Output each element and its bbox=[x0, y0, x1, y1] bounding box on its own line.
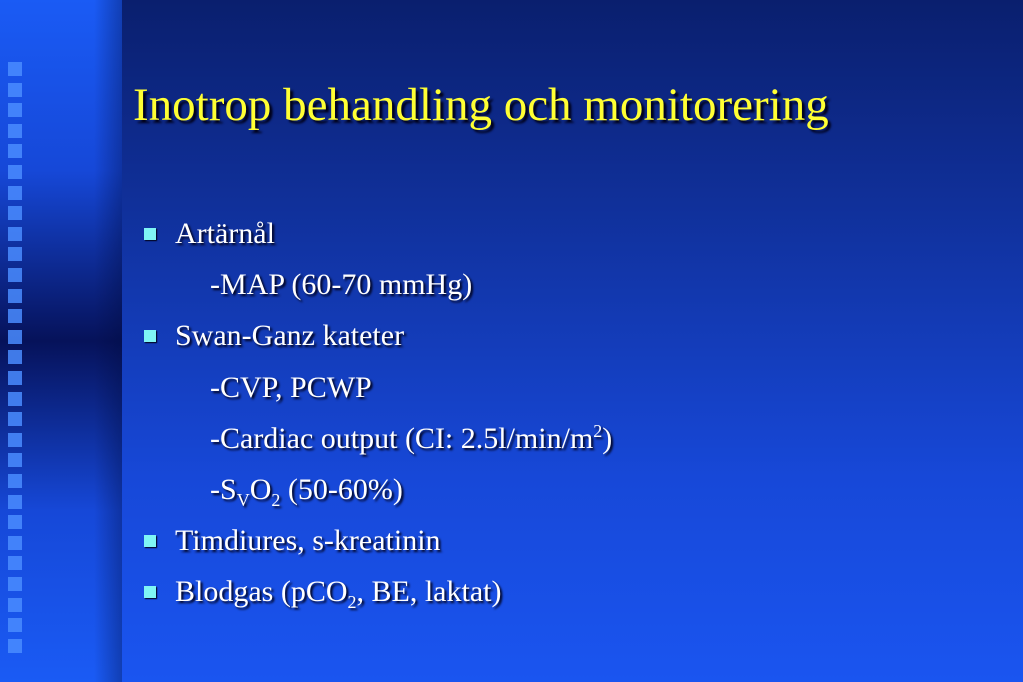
sub-item bbox=[140, 413, 1000, 464]
decor-square bbox=[8, 124, 22, 138]
decor-square bbox=[8, 330, 22, 344]
subscript: V bbox=[236, 489, 250, 510]
left-decor-band bbox=[0, 0, 122, 682]
sub-item bbox=[140, 259, 1000, 310]
subscript: 2 bbox=[347, 592, 357, 613]
sub-item-text: -S bbox=[210, 472, 237, 506]
decor-square bbox=[8, 433, 22, 447]
slide-title: Inotrop behandling och monitorering bbox=[133, 79, 829, 131]
decor-square bbox=[8, 62, 22, 76]
decor-square bbox=[8, 577, 22, 591]
decor-square bbox=[8, 639, 22, 653]
square-bullet-icon bbox=[144, 228, 156, 240]
bullet-text: Artärnål bbox=[175, 217, 275, 250]
decor-square bbox=[8, 392, 22, 406]
decor-square bbox=[8, 309, 22, 323]
decor-square bbox=[8, 144, 22, 158]
decor-square bbox=[8, 247, 22, 261]
decor-square bbox=[8, 474, 22, 488]
decor-square bbox=[8, 103, 22, 117]
bullet-item bbox=[140, 310, 1000, 361]
decor-square bbox=[8, 371, 22, 385]
decor-square bbox=[8, 165, 22, 179]
bullet-list bbox=[140, 208, 1000, 618]
sub-item-text: -Cardiac output (CI: 2.5l/min/m bbox=[210, 421, 594, 455]
sub-item bbox=[140, 464, 1000, 515]
square-bullet-icon bbox=[144, 535, 156, 547]
decor-square bbox=[8, 227, 22, 241]
sub-item-text-end: (50-60%) bbox=[280, 472, 403, 506]
sub-item-text: -MAP (60-70 mmHg) bbox=[210, 268, 473, 302]
decor-square bbox=[8, 206, 22, 220]
decor-square bbox=[8, 618, 22, 632]
sub-item-text-mid: O bbox=[249, 472, 272, 506]
decor-square bbox=[8, 350, 22, 364]
decor-squares bbox=[8, 62, 28, 662]
bullet-text: Blodgas (pCO bbox=[175, 575, 348, 609]
square-bullet-icon bbox=[144, 586, 156, 598]
decor-square bbox=[8, 268, 22, 282]
decor-square bbox=[8, 495, 22, 509]
decor-square bbox=[8, 453, 22, 467]
bullet-item bbox=[140, 566, 1000, 617]
bullet-text-end: , BE, laktat) bbox=[356, 575, 502, 609]
decor-square bbox=[8, 536, 22, 550]
decor-square bbox=[8, 186, 22, 200]
decor-square bbox=[8, 598, 22, 612]
sub-item-text: -CVP, PCWP bbox=[210, 370, 372, 404]
sub-item-text-end: ) bbox=[602, 421, 613, 455]
decor-square bbox=[8, 515, 22, 529]
bullet-item bbox=[140, 208, 1000, 259]
decor-square bbox=[8, 412, 22, 426]
subscript: 2 bbox=[271, 489, 281, 510]
bullet-text: Timdiures, s-kreatinin bbox=[175, 524, 441, 558]
sub-item bbox=[140, 362, 1000, 413]
square-bullet-icon bbox=[144, 330, 156, 342]
superscript: 2 bbox=[593, 420, 603, 441]
decor-square bbox=[8, 289, 22, 303]
decor-square bbox=[8, 83, 22, 97]
bullet-text: Swan-Ganz kateter bbox=[175, 319, 405, 353]
decor-square bbox=[8, 556, 22, 570]
bullet-item bbox=[140, 515, 1000, 566]
